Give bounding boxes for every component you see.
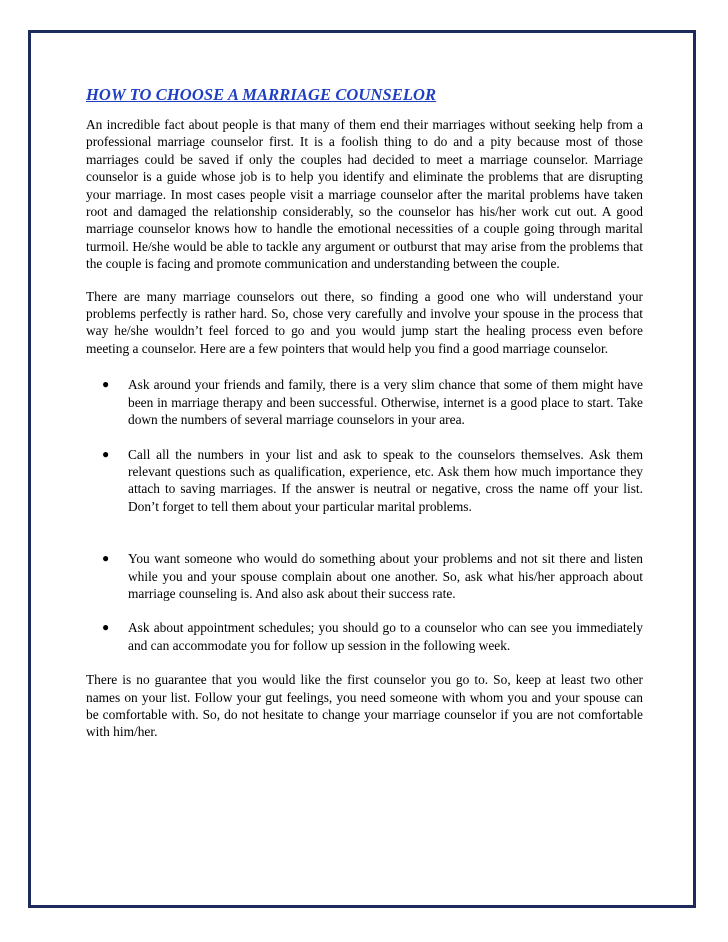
list-item-text: Call all the numbers in your list and ask to speak to the counselors themselves. Ask them relevant questions such as qualification, experience, etc. Ask them how much importance they attach to saving marriages. If the answer is neutral or negative, cross the name off your list. Don’t forget to tell them about your particular marital problems. bbox=[128, 446, 643, 514]
intro-paragraph: An incredible fact about people is that many of them end their marriages without seeking help from a professional marriage counselor first. It is a foolish thing to do and a pity because most of those marriages could be saved if only the couples had decided to meet a marriage counselor. Marriage counselor is a guide whose job is to help you identify and eliminate the problems that are disrupting your marriage. In most cases people visit a marriage counselor after the marital problems have taken root and damaged the relationship considerably, so the counselor has his/her work cut out. A good marriage counselor knows how to handle the emotional necessities of a couple going through marital turmoil. He/she would be able to tackle any argument or outburst that may arise from the problems that the couple is facing and promote communication and understanding between the couple. bbox=[86, 117, 643, 272]
pointers-paragraph: There are many marriage counselors out there, so finding a good one who will understand your problems perfectly is rather hard. So, chose very carefully and involve your spouse in the process that way he/she wouldn’t feel forced to go and you would jump start the healing process even before meeting a counselor. Here are a few pointers that would help you find a good marriage counselor. bbox=[86, 288, 643, 356]
pointers-list bbox=[86, 376, 643, 654]
list-item bbox=[86, 446, 643, 516]
document-body bbox=[86, 84, 643, 741]
bullet-icon: ● bbox=[102, 446, 110, 461]
list-item bbox=[86, 619, 643, 654]
list-item bbox=[86, 376, 643, 428]
bullet-icon: ● bbox=[102, 620, 110, 635]
bullet-icon: ● bbox=[102, 551, 110, 566]
list-item-text: You want someone who would do something about your problems and not sit there and listen while you and your spouse complain about one another. So, ask what his/her approach about marriage counseling is. And also ask about their success rate. bbox=[128, 551, 643, 601]
bullet-icon: ● bbox=[102, 377, 110, 392]
closing-paragraph: There is no guarantee that you would like the first counselor you go to. So, keep at least two other names on your list. Follow your gut feelings, you need someone with whom you and your spouse can be comfortable with. So, do not hesitate to change your marriage counselor if you are not comfortable with him/her. bbox=[86, 672, 643, 740]
list-item-text: Ask around your friends and family, there is a very slim chance that some of them might have been in marriage therapy and been successful. Otherwise, internet is a good place to start. Take down the numbers of several marriage counselors in your area. bbox=[128, 377, 643, 428]
list-item-text: Ask about appointment schedules; you should go to a counselor who can see you immediately and can accommodate you for follow up session in the following week. bbox=[128, 620, 643, 653]
list-item bbox=[86, 550, 643, 602]
document-title: HOW TO CHOOSE A MARRIAGE COUNSELOR bbox=[86, 85, 437, 104]
